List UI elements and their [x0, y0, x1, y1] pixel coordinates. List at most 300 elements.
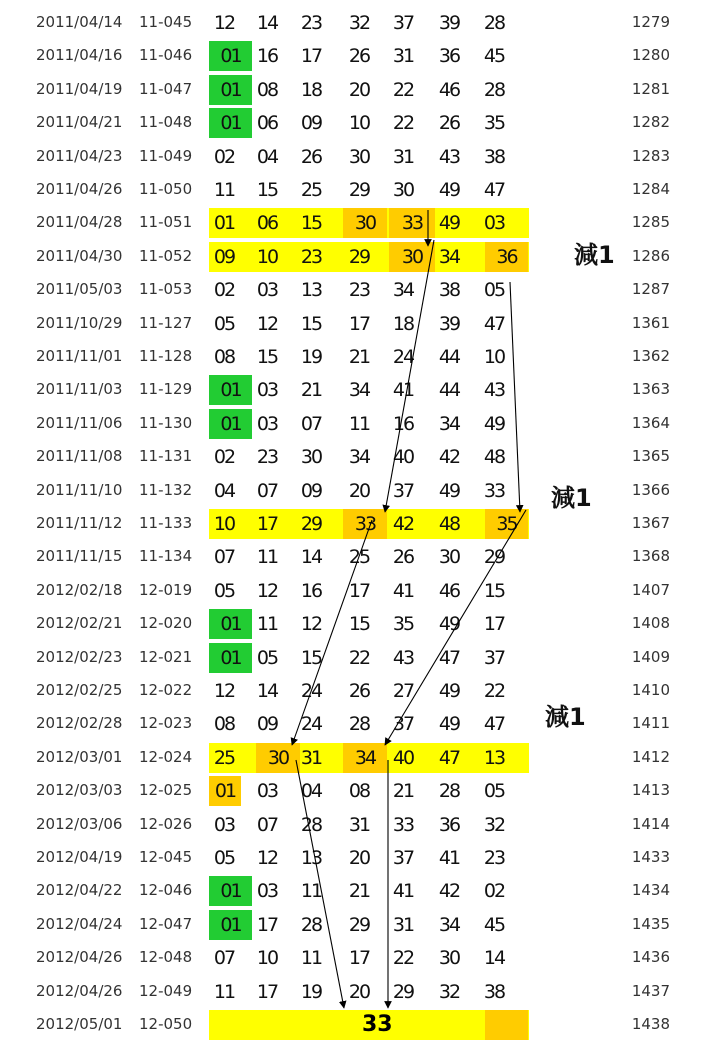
table-row [0, 440, 720, 473]
draw-index: 1281 [631, 79, 670, 98]
draw-number: 39 [438, 12, 460, 34]
draw-number: 22 [392, 112, 414, 135]
draw-number: 15 [256, 346, 278, 368]
table-row [0, 39, 720, 72]
draw-code: 12-050 [139, 1015, 193, 1033]
draw-number: 28 [483, 12, 505, 34]
draw-date: 2012/04/19 [36, 848, 123, 866]
draw-number: 02 [213, 446, 235, 469]
draw-index: 1362 [631, 347, 670, 365]
draw-code: 11-128 [139, 347, 193, 365]
table-row [0, 173, 720, 206]
draw-number: 35 [485, 509, 528, 539]
draw-index: 1367 [631, 514, 670, 532]
draw-number: 30 [438, 947, 460, 970]
draw-number: 01 [209, 75, 252, 105]
draw-number: 12 [256, 312, 278, 335]
draw-number: 08 [348, 780, 370, 803]
draw-index: 1283 [631, 146, 670, 165]
draw-number: 13 [300, 279, 322, 302]
draw-number: 29 [348, 245, 370, 268]
draw-date: 2012/02/23 [36, 647, 123, 666]
draw-number: 28 [438, 780, 460, 803]
draw-number: 34 [392, 279, 414, 302]
draw-number: 08 [213, 713, 235, 736]
draw-number: 31 [392, 913, 414, 936]
draw-date: 2011/11/03 [36, 380, 123, 399]
draw-number: 43 [392, 646, 414, 669]
draw-number: 37 [392, 479, 414, 502]
table-row [0, 574, 720, 607]
draw-date: 2012/03/06 [36, 814, 123, 833]
draw-index: 1411 [631, 714, 670, 733]
draw-index: 1365 [631, 447, 670, 466]
draw-number: 46 [438, 78, 460, 101]
draw-number: 49 [438, 713, 460, 736]
draw-number: 07 [256, 813, 278, 836]
table-row [0, 73, 720, 106]
draw-date: 2012/02/21 [36, 614, 123, 633]
draw-number: 41 [392, 579, 414, 602]
draw-number: 05 [213, 847, 235, 869]
table-row [0, 941, 720, 974]
table-row [0, 474, 720, 507]
draw-number: 01 [213, 212, 235, 235]
draw-number: 05 [483, 780, 505, 803]
draw-code: 11-049 [139, 146, 193, 165]
draw-number: 21 [300, 379, 322, 402]
draw-number: 41 [438, 847, 460, 869]
draw-number: 13 [300, 847, 322, 869]
draw-number: 18 [300, 78, 322, 101]
table-row [0, 540, 720, 573]
draw-number: 23 [300, 245, 322, 268]
draw-number: 28 [348, 713, 370, 736]
draw-number: 10 [256, 245, 278, 268]
draw-code: 12-024 [139, 747, 193, 766]
draw-code: 11-133 [139, 514, 193, 532]
draw-number: 11 [256, 613, 278, 636]
draw-number: 19 [300, 346, 322, 368]
draw-number: 05 [256, 646, 278, 669]
draw-number: 47 [483, 312, 505, 335]
table-row [0, 808, 720, 841]
draw-number: 15 [348, 613, 370, 636]
draw-number: 06 [256, 212, 278, 235]
draw-number: 17 [300, 45, 322, 68]
table-row [0, 307, 720, 340]
draw-number: 45 [483, 45, 505, 68]
draw-number: 02 [483, 880, 505, 903]
draw-code: 11-045 [139, 13, 193, 31]
draw-code: 12-046 [139, 881, 193, 900]
draw-number: 05 [213, 579, 235, 602]
minus-one-note-2: 減1 [551, 484, 592, 512]
table-row [0, 674, 720, 707]
draw-number: 01 [209, 41, 252, 71]
draw-index: 1280 [631, 46, 670, 65]
draw-number: 12 [213, 12, 235, 34]
minus-one-note-3: 減1 [545, 703, 586, 731]
draw-code: 11-130 [139, 413, 193, 432]
draw-date: 2012/03/03 [36, 781, 123, 800]
draw-date: 2011/11/08 [36, 447, 123, 466]
draw-number: 08 [256, 78, 278, 101]
draw-code: 11-046 [139, 46, 193, 65]
draw-number: 38 [483, 145, 505, 168]
draw-number: 11 [213, 980, 235, 1003]
draw-number: 03 [256, 379, 278, 402]
draw-number: 37 [483, 646, 505, 669]
draw-number: 35 [392, 613, 414, 636]
draw-number: 39 [438, 312, 460, 335]
draw-number: 14 [300, 546, 322, 569]
draw-number: 29 [392, 980, 414, 1003]
draw-number: 31 [348, 813, 370, 836]
draw-index: 1366 [631, 480, 670, 499]
draw-number: 06 [256, 112, 278, 135]
draw-number: 25 [213, 746, 235, 769]
draw-number: 11 [213, 179, 235, 201]
draw-date: 2012/02/18 [36, 580, 123, 599]
draw-date: 2011/11/15 [36, 547, 123, 566]
draw-number: 09 [213, 245, 235, 268]
draw-number: 42 [438, 446, 460, 469]
draw-number: 12 [300, 613, 322, 636]
draw-number: 17 [348, 579, 370, 602]
draw-number: 16 [300, 579, 322, 602]
draw-number: 10 [483, 346, 505, 368]
draw-index: 1407 [631, 580, 670, 599]
draw-index: 1408 [631, 614, 670, 633]
draw-number [432, 1010, 466, 1040]
draw-code: 11-132 [139, 480, 193, 499]
draw-number: 34 [348, 379, 370, 402]
draw-number: 20 [348, 78, 370, 101]
draw-number: 11 [348, 412, 370, 435]
draw-number: 47 [483, 713, 505, 736]
draw-number: 21 [348, 880, 370, 903]
draw-number: 43 [483, 379, 505, 402]
draw-number: 15 [300, 212, 322, 235]
draw-date: 2011/04/14 [36, 13, 123, 31]
draw-number: 13 [483, 746, 505, 769]
draw-number: 14 [256, 12, 278, 34]
draw-number: 15 [300, 646, 322, 669]
draw-number: 08 [213, 346, 235, 368]
draw-number: 44 [438, 379, 460, 402]
draw-number [207, 1010, 241, 1040]
table-row [0, 741, 720, 774]
draw-number: 29 [300, 513, 322, 535]
draw-number: 32 [348, 12, 370, 34]
draw-code: 12-022 [139, 681, 193, 699]
draw-number: 33 [343, 509, 387, 539]
draw-number: 37 [392, 12, 414, 34]
draw-number: 17 [256, 513, 278, 535]
draw-date: 2011/11/06 [36, 413, 123, 432]
draw-number: 12 [213, 680, 235, 702]
draw-number: 11 [300, 880, 322, 903]
draw-number: 09 [300, 112, 322, 135]
table-row [0, 6, 720, 39]
draw-date: 2011/10/29 [36, 313, 123, 332]
draw-code: 12-026 [139, 814, 193, 833]
draw-number: 04 [213, 479, 235, 502]
draw-number: 22 [348, 646, 370, 669]
draw-number: 29 [348, 913, 370, 936]
table-row [0, 507, 720, 540]
draw-index: 1285 [631, 213, 670, 232]
draw-number: 40 [392, 446, 414, 469]
draw-date: 2011/04/21 [36, 113, 123, 132]
table-row [0, 774, 720, 807]
draw-number: 01 [209, 108, 252, 138]
draw-date: 2011/04/23 [36, 146, 123, 165]
draw-date: 2012/04/26 [36, 948, 123, 967]
draw-index: 1364 [631, 413, 670, 432]
draw-index: 1361 [631, 313, 670, 332]
draw-number: 47 [438, 646, 460, 669]
draw-code: 12-019 [139, 580, 193, 599]
draw-number: 01 [209, 609, 252, 639]
draw-number: 41 [392, 379, 414, 402]
draw-number: 40 [392, 746, 414, 769]
table-row [0, 1008, 720, 1041]
draw-number: 10 [256, 947, 278, 970]
draw-date: 2012/04/24 [36, 914, 123, 933]
draw-number: 15 [483, 579, 505, 602]
draw-number: 01 [209, 409, 252, 439]
draw-number: 07 [213, 947, 235, 970]
draw-number: 21 [348, 346, 370, 368]
draw-number: 05 [483, 279, 505, 302]
table-row [0, 407, 720, 440]
draw-date: 2012/05/01 [36, 1015, 123, 1033]
draw-number: 20 [348, 479, 370, 502]
draw-number: 28 [300, 813, 322, 836]
draw-number: 46 [438, 579, 460, 602]
draw-index: 1409 [631, 647, 670, 666]
table-row [0, 641, 720, 674]
draw-number: 38 [438, 279, 460, 302]
draw-number: 11 [256, 546, 278, 569]
draw-date: 2012/02/25 [36, 681, 123, 699]
draw-code: 12-045 [139, 848, 193, 866]
draw-index: 1284 [631, 180, 670, 198]
table-row [0, 373, 720, 406]
draw-number: 44 [438, 346, 460, 368]
draw-number: 36 [438, 813, 460, 836]
draw-number: 41 [392, 880, 414, 903]
draw-number: 04 [256, 145, 278, 168]
draw-code: 11-129 [139, 380, 193, 399]
draw-number: 26 [300, 145, 322, 168]
draw-index: 1287 [631, 280, 670, 299]
draw-number: 07 [256, 479, 278, 502]
draw-number: 14 [483, 947, 505, 970]
draw-number: 01 [209, 643, 252, 673]
draw-date: 2011/04/16 [36, 46, 123, 65]
draw-number: 24 [300, 713, 322, 736]
draw-number: 21 [392, 780, 414, 803]
draw-number: 23 [483, 847, 505, 869]
predicted-number: 33 [362, 1012, 393, 1037]
draw-index: 1410 [631, 681, 670, 699]
draw-date: 2012/03/01 [36, 747, 123, 766]
draw-number: 14 [256, 680, 278, 702]
draw-number: 36 [438, 45, 460, 68]
draw-date: 2011/11/10 [36, 480, 123, 499]
draw-index: 1433 [631, 848, 670, 866]
draw-number: 48 [483, 446, 505, 469]
draw-number: 23 [348, 279, 370, 302]
draw-number: 03 [213, 813, 235, 836]
draw-number: 22 [483, 680, 505, 702]
draw-number: 34 [438, 245, 460, 268]
draw-number: 26 [348, 45, 370, 68]
draw-code: 12-023 [139, 714, 193, 733]
table-row [0, 975, 720, 1008]
draw-number: 07 [300, 412, 322, 435]
draw-number: 34 [438, 412, 460, 435]
draw-number: 34 [343, 743, 387, 773]
draw-code: 12-021 [139, 647, 193, 666]
draw-code: 12-048 [139, 948, 193, 967]
draw-number: 19 [300, 980, 322, 1003]
draw-number: 26 [392, 546, 414, 569]
draw-number: 22 [392, 947, 414, 970]
table-row [0, 908, 720, 941]
draw-number: 17 [256, 980, 278, 1003]
table-row [0, 874, 720, 907]
draw-number: 04 [300, 780, 322, 803]
draw-number: 07 [213, 546, 235, 569]
draw-number: 35 [483, 112, 505, 135]
draw-number: 31 [392, 45, 414, 68]
draw-number: 33 [483, 479, 505, 502]
draw-number: 09 [300, 479, 322, 502]
draw-code: 11-131 [139, 447, 193, 466]
draw-code: 11-051 [139, 213, 193, 232]
table-row [0, 707, 720, 740]
draw-number: 16 [256, 45, 278, 68]
draw-index: 1414 [631, 814, 670, 833]
draw-number: 26 [348, 680, 370, 702]
draw-number: 42 [438, 880, 460, 903]
draw-date: 2012/04/22 [36, 881, 123, 900]
minus-one-note-1: 減1 [574, 241, 615, 269]
draw-number: 02 [213, 279, 235, 302]
draw-index: 1279 [631, 13, 670, 31]
draw-number: 49 [438, 680, 460, 702]
draw-code: 12-025 [139, 781, 193, 800]
draw-index: 1368 [631, 547, 670, 566]
draw-number: 34 [438, 913, 460, 936]
draw-date: 2012/02/28 [36, 714, 123, 733]
draw-code: 11-047 [139, 79, 193, 98]
draw-number: 37 [392, 713, 414, 736]
draw-number: 33 [392, 813, 414, 836]
draw-number: 10 [348, 112, 370, 135]
draw-number: 30 [256, 743, 300, 773]
draw-number: 03 [256, 780, 278, 803]
draw-date: 2011/11/01 [36, 347, 123, 365]
table-row [0, 273, 720, 306]
draw-code: 12-020 [139, 614, 193, 633]
draw-number [294, 1010, 328, 1040]
draw-number: 36 [485, 242, 528, 272]
draw-index: 1413 [631, 781, 670, 800]
draw-number: 24 [392, 346, 414, 368]
draw-number: 42 [392, 513, 414, 535]
draw-index: 1438 [631, 1015, 670, 1033]
draw-date: 2011/04/19 [36, 79, 123, 98]
draw-index: 1412 [631, 747, 670, 766]
draw-number: 01 [209, 375, 252, 405]
draw-index: 1435 [631, 914, 670, 933]
draw-number: 25 [348, 546, 370, 569]
draw-number: 26 [438, 112, 460, 135]
draw-number: 23 [256, 446, 278, 469]
draw-number [485, 1010, 528, 1040]
draw-number: 43 [438, 145, 460, 168]
draw-code: 11-127 [139, 313, 193, 332]
draw-number: 49 [438, 212, 460, 235]
draw-number: 23 [300, 12, 322, 34]
draw-index: 1363 [631, 380, 670, 399]
draw-number: 20 [348, 847, 370, 869]
draw-number: 05 [213, 312, 235, 335]
draw-date: 2011/04/26 [36, 180, 123, 198]
draw-number: 49 [483, 412, 505, 435]
draw-index: 1437 [631, 981, 670, 1000]
draw-number: 37 [392, 847, 414, 869]
draw-index: 1282 [631, 113, 670, 132]
draw-date: 2011/05/03 [36, 280, 123, 299]
draw-number: 29 [483, 546, 505, 569]
draw-number: 20 [348, 980, 370, 1003]
table-row [0, 607, 720, 640]
draw-number: 10 [213, 513, 235, 535]
draw-number: 31 [300, 746, 322, 769]
draw-number: 38 [483, 980, 505, 1003]
draw-index: 1436 [631, 948, 670, 967]
draw-date: 2011/04/28 [36, 213, 123, 232]
draw-number: 03 [256, 279, 278, 302]
draw-number: 30 [348, 145, 370, 168]
draw-number: 29 [348, 179, 370, 201]
draw-number: 49 [438, 613, 460, 636]
draw-number: 47 [483, 179, 505, 201]
draw-code: 11-053 [139, 280, 193, 299]
draw-code: 11-048 [139, 113, 193, 132]
draw-number: 49 [438, 479, 460, 502]
draw-number: 17 [483, 613, 505, 636]
draw-code: 12-047 [139, 914, 193, 933]
draw-number: 28 [300, 913, 322, 936]
draw-number: 30 [389, 242, 435, 272]
draw-number: 15 [256, 179, 278, 201]
draw-number: 22 [392, 78, 414, 101]
draw-number: 03 [483, 212, 505, 235]
draw-number: 01 [209, 776, 241, 806]
draw-date: 2012/04/26 [36, 981, 123, 1000]
draw-number: 18 [392, 312, 414, 335]
draw-number: 02 [213, 145, 235, 168]
draw-code: 12-049 [139, 981, 193, 1000]
draw-number: 11 [300, 947, 322, 970]
